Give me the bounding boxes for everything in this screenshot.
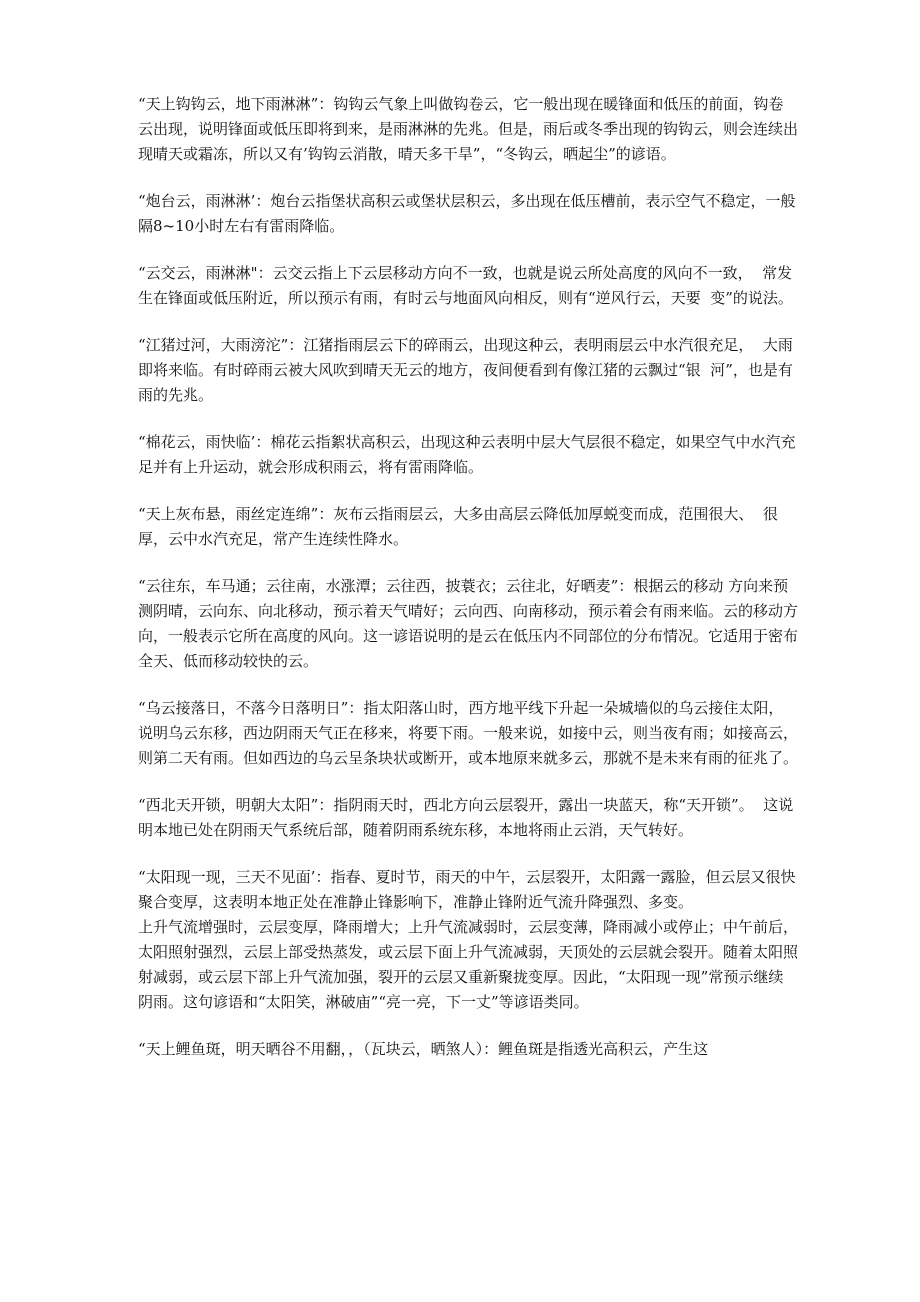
paragraph-northwest-opening: “西北天开锁，明朝大太阳”：指阴雨天时，西北方向云层裂开，露出一块蓝天，称“天开锁”。 这说明本地已处在阴雨天气系统后部，随着阴雨系统东移，本地将雨止云消，天气转好。 [138,796,794,839]
paragraph-updraft-explanation: 上升气流增强时，云层变厚，降雨增大；上升气流减弱时，云层变薄，降雨减小或停止；中午前后，太阳照射强烈，云层上部受热蒸发，或云层下面上升气流减弱，天顶处的云层就会裂开。随着太阳照射减弱，或云层下部上升气流加强，裂开的云层又重新聚拢变厚。因此，“太阳现一现”常预示继续阴雨。这句谚语和“太阳笑，淋破庙”“亮一亮，下一丈”等谚语类同。 [138,918,799,1011]
document-body [138,92,798,1084]
paragraph-carp-spots: “天上鲤鱼斑，明天晒谷不用翻，，（瓦块云，晒煞人）：鲤鱼斑是指透光高积云，产生这 [138,1040,709,1058]
paragraph-cotton-clouds: “棉花云，雨快临’：棉花云指絮状高积云，出现这种云表明中层大气层很不稳定，如果空气中水汽充足并有上升运动，就会形成积雨云，将有雷雨降临。 [138,433,796,476]
paragraph-dark-cloud-sunset: “乌云接落日，不落今日落明日”：指太阳落山时，西方地平线下升起一朵城墙似的乌云接住太阳，说明乌云东移，西边阴雨天气正在移来，将要下雨。一般来说，如接中云，则当夜有雨；如接高云，则第二天有雨。但如西边的乌云呈条块状或断开，或本地原来就多云，那就不是未来有雨的征兆了。 [138,699,799,767]
paragraph-cloud-direction: “云往东，车马通；云往南，水涨潭；云往西，披蓑衣；云往北，好晒麦”：根据云的移动 方向来预测阴晴，云向东、向北移动，预示着天气晴好；云向西、向南移动，预示着会有雨来临。云的移动方向，一般表示它所在高度的风向。这一谚语说明的是云在低压内不同部位的分布情况。它适用于密布全天、低而移动较快的云。 [138,577,799,670]
paragraph-river-pig-clouds: “江猪过河，大雨滂沱”：江猪指雨层云下的碎雨云，出现这种云，表明雨层云中水汽很充足， 大雨即将来临。有时碎雨云被大风吹到晴天无云的地方，夜间便看到有像江猪的云飘过“银 河”，也是有雨的先兆。 [138,336,793,404]
paragraph-hook-clouds: “天上钩钩云，地下雨淋淋”：钩钩云气象上叫做钩卷云，它一般出现在暖锋面和低压的前面，钩卷云出现，说明锋面或低压即将到来，是雨淋淋的先兆。但是，雨后或冬季出现的钩钩云，则会连续出现晴天或霜冻，所以又有’钩钩云消散，晴天多干旱”，“冬钩云，晒起尘”的谚语。 [138,95,799,163]
paragraph-turret-clouds: “炮台云，雨淋淋’：炮台云指堡状高积云或堡状层积云，多出现在低压槽前，表示空气不稳定，一般隔8~10小时左右有雷雨降临。 [138,192,796,235]
paragraph-grey-cloth-clouds: “天上灰布悬，雨丝定连绵”：灰布云指雨层云，大多由高层云降低加厚蜕变而成，范围很大、 很厚，云中水汽充足，常产生连续性降水。 [138,505,778,548]
paragraph-crossing-clouds: “云交云，雨淋淋"：云交云指上下云层移动方向不一致，也就是说云所处高度的风向不一致， 常发生在锋面或低压附近，所以预示有雨，有时云与地面风向相反，则有“逆风行云，天要 变”的说法。 [138,264,793,307]
paragraph-sun-appears: “太阳现一现，三天不见面’：指春、夏时节，雨天的中午，云层裂开，太阳露一露脸，但云层又很快聚合变厚，这表明本地正处在准静止锋影响下，准静止锋附近气流升降强烈、多变。 [138,868,796,911]
